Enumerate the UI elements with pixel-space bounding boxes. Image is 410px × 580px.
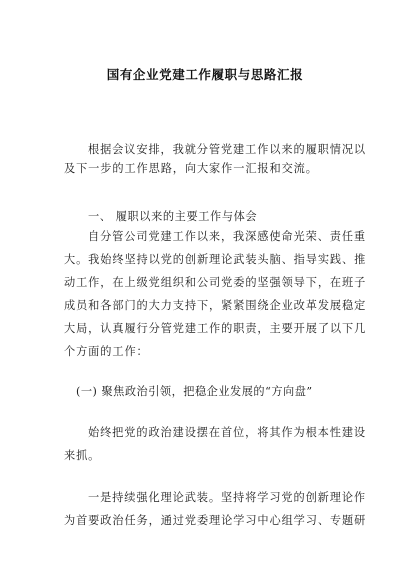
section1-line-4: 成员和各部门的大力支持下，紧紧围绕企业改革发展稳定 — [64, 299, 367, 312]
point1-line-2: 为首要政治任务，通过党委理论学习中心组学习、专题研 — [64, 514, 367, 527]
document-title: 国有企业党建工作履职与思路汇报 — [106, 67, 304, 82]
section1-line-2: 大。我始终坚持以党的创新理论武装头脑、指导实践、推 — [64, 253, 367, 266]
sub1-line-1: 始终把党的政治建设摆在首位，将其作为根本性建设 — [88, 426, 367, 439]
intro-line-2: 及下一步的工作思路，向大家作一汇报和交流。 — [64, 162, 318, 175]
sub1-line-2: 来抓。 — [64, 449, 101, 462]
section1-line-1: 自分管公司党建工作以来，我深感使命光荣、责任重 — [88, 230, 367, 243]
section1-line-6: 个方面的工作： — [64, 345, 149, 358]
section1-heading: 一、 履职以来的主要工作与体会 — [88, 210, 258, 223]
subheading-1: (一) 聚焦政治引领，把稳企业发展的“方向盘” — [76, 385, 313, 398]
intro-line-1: 根据会议安排，我就分管党建工作以来的履职情况以 — [88, 143, 367, 156]
point1-line-1: 一是持续强化理论武装。坚持将学习党的创新理论作 — [88, 491, 367, 504]
section1-line-5: 大局，认真履行分管党建工作的职责，主要开展了以下几 — [64, 322, 367, 335]
section1-line-3: 动工作，在上级党组织和公司党委的坚强领导下，在班子 — [64, 276, 367, 289]
